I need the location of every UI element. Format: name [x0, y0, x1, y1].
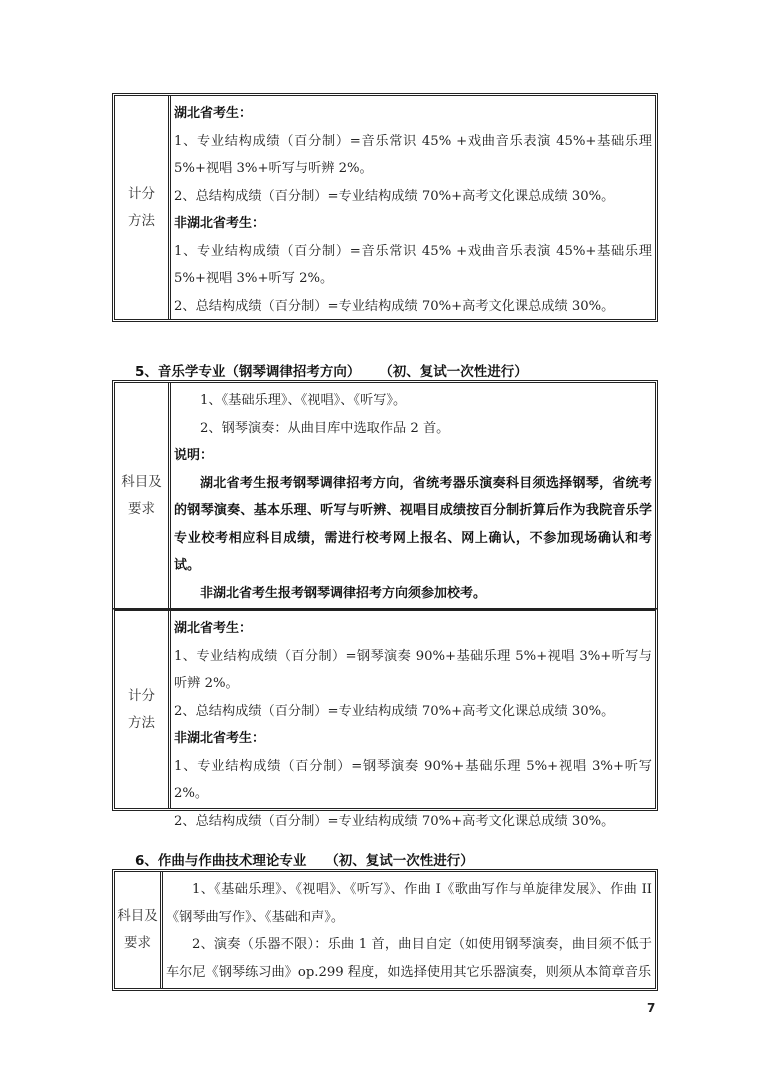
section6-subjects-table — [112, 869, 658, 991]
label-line: 计分 — [128, 185, 155, 202]
page-number: 7 — [647, 1001, 656, 1015]
non-hubei-heading: 非湖北省考生： — [174, 731, 266, 746]
scoring-label-cell — [115, 96, 171, 319]
note-heading: 说明： — [174, 448, 214, 463]
hubei-heading: 湖北省考生： — [174, 106, 253, 121]
label-line: 计分 — [128, 687, 155, 704]
subjects-content-cell — [171, 383, 655, 609]
non-hubei-formula-1: 1、专业结构成绩（百分制）=音乐常识 45% +戏曲音乐表演 45%+基础乐理 5%+视唱 3%+听写 2%。 — [174, 243, 652, 286]
hubei-heading: 湖北省考生： — [174, 621, 253, 636]
hubei-formula-2: 2、总结构成绩（百分制）=专业结构成绩 70%+高考文化课总成绩 30%。 — [174, 703, 615, 719]
section5-title: 5、音乐学专业（钢琴调律招考方向） （初、复试一次性进行） — [135, 364, 528, 380]
subjects-content-cell — [163, 872, 655, 988]
label-line: 科目及 — [121, 474, 162, 490]
scoring-content-cell — [171, 611, 655, 829]
section4-scoring-table — [112, 93, 658, 322]
label-line: 要求 — [128, 501, 155, 517]
section6-title: 6、作曲与作曲技术理论专业 （初、复试一次性进行） — [135, 853, 474, 869]
subject-item-2: 2、钢琴演奏：从曲目库中选取作品 2 首。 — [200, 420, 450, 436]
scoring-label-cell — [115, 611, 171, 808]
section5-scoring-table — [112, 608, 658, 829]
subjects-label-cell — [115, 872, 163, 988]
section5-subjects-table — [112, 380, 658, 610]
label-line: 方法 — [128, 212, 155, 229]
subject-item-1: 1、《基础乐理》、《视唱》、《听写》、作曲 I《歌曲写作与单旋律发展》、作曲 II《钢琴曲写作》、《基础和声》。 — [166, 882, 652, 925]
hubei-formula-2: 2、总结构成绩（百分制）=专业结构成绩 70%+高考文化课总成绩 30%。 — [174, 188, 615, 204]
non-hubei-formula-2: 2、总结构成绩（百分制）=专业结构成绩 70%+高考文化课总成绩 30%。 — [174, 813, 615, 829]
label-line: 要求 — [124, 935, 151, 951]
note-paragraph-2: 非湖北省考生报考钢琴调律招考方向须参加校考。 — [200, 585, 487, 601]
non-hubei-formula-1: 1、专业结构成绩（百分制）=钢琴演奏 90%+基础乐理 5%+视唱 3%+听写 2%。 — [174, 758, 652, 801]
subject-item-2: 2、演奏（乐器不限）：乐曲 1 首，曲目自定（如使用钢琴演奏，曲目须不低于车尔尼《钢琴练习曲》op.299 程度，如选择使用其它乐器演奏，则须从本简章音乐 — [166, 937, 652, 980]
subjects-label-cell — [115, 383, 171, 609]
note-paragraph-1: 湖北省考生报考钢琴调律招考方向，省统考器乐演奏科目须选择钢琴，省统考的钢琴演奏、基本乐理、听写与听辨、视唱目成绩按百分制折算后作为我院音乐学专业校考相应科目成绩，需进行校考网上报名、网上确认，不参加现场确认和考试。 — [174, 475, 652, 573]
subject-item-1: 1、《基础乐理》、《视唱》、《听写》。 — [200, 393, 407, 408]
label-line: 科目及 — [117, 908, 158, 924]
scoring-content-cell — [171, 96, 655, 319]
label-line: 方法 — [128, 714, 155, 731]
hubei-formula-1: 1、专业结构成绩（百分制）=音乐常识 45% +戏曲音乐表演 45%+基础乐理 5%+视唱 3%+听写与听辨 2%。 — [174, 133, 652, 176]
non-hubei-formula-2: 2、总结构成绩（百分制）=专业结构成绩 70%+高考文化课总成绩 30%。 — [174, 298, 615, 314]
hubei-formula-1: 1、专业结构成绩（百分制）=钢琴演奏 90%+基础乐理 5%+视唱 3%+听写与听辨 2%。 — [174, 648, 652, 691]
non-hubei-heading: 非湖北省考生： — [174, 216, 266, 231]
